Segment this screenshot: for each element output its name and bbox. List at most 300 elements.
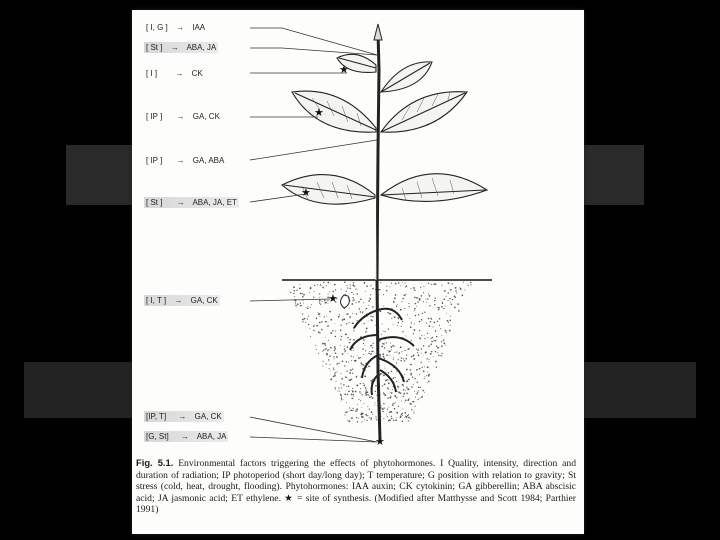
soil-dot [448,292,449,293]
soil-dot [381,405,382,406]
soil-dot [357,320,358,321]
soil-dot [380,289,381,290]
soil-dot [310,307,311,308]
soil-dot [318,331,320,333]
soil-dot [435,284,437,286]
soil-dot [357,385,358,386]
soil-dot [402,331,403,332]
soil-dot [316,317,317,318]
soil-dot [427,337,428,338]
soil-dot [402,408,403,409]
soil-dot [377,419,378,420]
soil-dot [427,333,428,334]
soil-dot [387,379,388,380]
soil-dot [309,292,310,293]
soil-dot [299,288,301,290]
soil-dot [323,361,324,362]
soil-dot [365,395,366,396]
soil-dot [406,393,408,395]
soil-dot [424,392,425,393]
soil-dot [357,404,358,405]
soil-dot [300,305,302,307]
soil-dot [389,355,390,356]
soil-dot [305,322,306,323]
soil-dot [351,350,352,351]
soil-dot [341,289,342,290]
soil-dot [417,369,418,370]
soil-dot [383,411,384,412]
soil-dot [384,331,385,332]
soil-dot [418,387,420,389]
soil-dot [319,300,321,302]
soil-dot [434,340,435,341]
soil-dot [436,367,437,368]
soil-dot [419,330,420,331]
soil-dot [441,355,442,356]
soil-dot [435,351,436,352]
factor-label-row [146,22,205,33]
soil-dot [387,416,388,417]
soil-dot [304,318,306,320]
soil-dot [410,369,411,370]
soil-dot [355,289,356,290]
soil-dot [413,384,414,385]
soil-dot [341,387,342,388]
soil-dot [398,406,399,407]
soil-dot [393,403,394,404]
soil-dot [401,357,402,358]
soil-dot [391,283,392,284]
soil-dot [366,390,367,391]
soil-dot [322,351,323,352]
soil-stipple [290,281,472,422]
soil-dot [410,288,411,289]
soil-dot [318,314,319,315]
soil-dot [327,282,329,284]
soil-dot [365,350,366,351]
soil-dot [435,361,437,363]
soil-dot [350,410,351,411]
soil-dot [421,397,422,398]
soil-dot [419,374,420,375]
soil-dot [391,371,392,372]
soil-dot [389,419,390,420]
soil-dot [435,330,437,332]
soil-dot [401,326,402,327]
soil-dot [302,321,303,322]
soil-dot [398,392,400,394]
soil-dot [396,417,397,418]
soil-dot [363,364,365,366]
factor-code: [G, St] [146,432,169,441]
soil-dot [383,375,385,377]
soil-dot [369,366,370,367]
soil-dot [356,302,357,303]
soil-dot [435,297,436,298]
soil-dot [426,299,427,300]
soil-dot [351,303,353,305]
soil-dot [383,343,385,345]
factor-label-row [144,295,220,306]
soil-dot [414,308,416,310]
soil-dot [441,353,442,354]
soil-dot [344,365,345,366]
soil-dot [358,301,360,303]
soil-dot [349,372,351,374]
soil-dot [403,358,404,359]
soil-dot [428,293,429,294]
soil-dot [341,401,342,402]
soil-dot [425,352,427,354]
stem [377,32,380,440]
soil-dot [353,350,354,351]
soil-dot [359,391,360,392]
soil-dot [346,291,347,292]
soil-dot [362,311,363,312]
soil-dot [334,358,335,359]
soil-dot [302,313,303,314]
soil-dot [394,408,396,410]
soil-dot [417,382,418,383]
soil-dot [340,373,341,374]
arrow-icon: → [176,23,185,32]
soil-dot [406,386,407,387]
soil-dot [296,307,297,308]
soil-dot [395,419,397,421]
soil-dot [351,360,352,361]
soil-dot [391,349,392,350]
soil-dot [389,397,391,399]
soil-dot [371,396,372,397]
soil-dot [336,363,338,365]
soil-dot [430,318,431,319]
soil-dot [420,338,422,340]
soil-dot [323,282,324,283]
soil-dot [445,345,446,346]
soil-dot [388,328,389,329]
soil-dot [459,287,460,288]
soil-dot [414,297,416,299]
soil-dot [383,306,384,307]
soil-dot [329,355,331,357]
soil-dot [443,342,445,344]
soil-dot [293,286,295,288]
soil-dot [386,414,387,415]
soil-dot [319,303,320,304]
soil-dot [438,307,440,309]
soil-dot [404,412,406,414]
soil-dot [365,291,366,292]
arrow-icon: → [180,432,189,441]
soil-dot [441,341,442,342]
soil-dot [325,321,327,323]
soil-dot [366,420,367,421]
soil-dot [344,346,345,347]
soil-dot [470,282,471,283]
soil-dot [405,416,407,418]
soil-dot [338,363,339,364]
soil-dot [398,322,399,323]
soil-dot [431,341,432,342]
soil-dot [382,353,384,355]
factor-label-row [146,155,224,166]
soil-dot [427,298,428,299]
soil-dot [408,379,410,381]
soil-dot [365,388,366,389]
soil-dot [389,313,391,315]
soil-dot [398,282,399,283]
soil-dot [333,368,334,369]
soil-dot [405,358,407,360]
soil-dot [395,283,397,285]
soil-dot [294,296,295,297]
soil-dot [383,392,384,393]
soil-dot [340,345,341,346]
soil-dot [392,345,394,347]
soil-dot [335,289,336,290]
soil-dot [397,351,398,352]
soil-dot [408,417,410,419]
soil-dot [344,393,346,395]
soil-dot [456,293,457,294]
soil-dot [423,292,424,293]
soil-dot [413,354,414,355]
soil-dot [347,287,348,288]
soil-dot [360,400,361,401]
soil-dot [420,387,421,388]
soil-dot [387,350,388,351]
soil-dot [410,374,412,376]
soil-dot [320,284,321,285]
soil-dot [404,308,405,309]
soil-dot [335,323,336,324]
soil-dot [319,293,320,294]
factor-code: [IP, T] [146,412,167,421]
soil-dot [404,374,405,375]
soil-dot [394,298,396,300]
soil-dot [363,339,365,341]
soil-dot [316,349,317,350]
soil-dot [342,360,344,362]
soil-dot [360,311,361,312]
soil-dot [337,371,338,372]
soil-dot [351,394,353,396]
soil-dot [352,388,353,389]
leaves [282,54,487,204]
hormone-names: IAA [192,23,206,32]
soil-dot [401,413,403,415]
soil-dot [336,356,338,358]
soil-dot [319,302,320,303]
soil-dot [340,394,341,395]
soil-dot [372,414,373,415]
soil-dot [428,361,429,362]
soil-dot [330,347,332,349]
soil-dot [445,330,447,332]
arrow-icon: → [174,296,183,305]
soil-dot [338,316,340,318]
soil-dot [373,343,374,344]
soil-dot [350,284,351,285]
soil-dot [434,283,435,284]
soil-dot [369,397,371,399]
arrow-icon: → [176,112,185,121]
soil-dot [338,387,339,388]
soil-dot [383,356,385,358]
soil-dot [391,392,393,394]
soil-dot [362,348,363,349]
soil-dot [362,394,363,395]
soil-dot [417,301,418,302]
soil-dot [400,392,402,394]
soil-dot [379,354,381,356]
soil-dot [375,402,376,403]
soil-dot [401,351,402,352]
soil-dot [384,368,385,369]
soil-dot [428,374,430,376]
soil-dot [349,308,350,309]
soil-dot [343,400,344,401]
soil-dot [352,285,354,287]
soil-dot [404,350,405,351]
soil-dot [408,303,409,304]
soil-dot [450,289,451,290]
soil-dot [314,291,315,292]
soil-dot [430,321,432,323]
soil-dot [343,384,345,386]
soil-dot [313,325,315,327]
factor-code: [ IP ] [146,112,163,121]
soil-dot [342,353,344,355]
soil-dot [352,408,353,409]
soil-dot [413,287,415,289]
soil-dot [314,285,315,286]
soil-dot [383,403,384,404]
soil-dot [384,358,385,359]
soil-dot [405,400,407,402]
soil-dot [433,356,434,357]
soil-dot [320,304,321,305]
soil-dot [402,415,403,416]
soil-dot [383,330,384,331]
soil-dot [441,306,442,307]
soil-dot [327,350,328,351]
soil-dot [321,329,322,330]
soil-dot [335,388,336,389]
soil-dot [353,396,354,397]
soil-dot [359,358,360,359]
soil-dot [328,340,329,341]
soil-dot [350,288,351,289]
soil-dot [371,417,372,418]
soil-dot [400,309,402,311]
soil-dot [418,314,419,315]
soil-dot [390,343,391,344]
soil-dot [424,338,425,339]
soil-dot [365,370,366,371]
soil-dot [370,354,371,355]
soil-dot [324,316,325,317]
soil-dot [368,305,369,306]
hormone-names: ABA, JA [186,43,217,52]
soil-dot [392,404,394,406]
soil-dot [367,406,368,407]
soil-dot [426,302,427,303]
plant-illustration [132,10,584,534]
soil-dot [450,316,451,317]
soil-dot [392,389,393,390]
soil-dot [353,356,354,357]
factor-label-row [144,431,228,442]
soil-dot [371,319,372,320]
soil-dot [356,417,357,418]
soil-dot [423,345,424,346]
soil-dot [346,402,347,403]
soil-dot [449,298,450,299]
soil-dot [362,413,364,415]
soil-dot [441,345,443,347]
soil-dot [406,354,407,355]
soil-dot [406,381,407,382]
soil-dot [386,354,388,356]
soil-dot [448,322,449,323]
soil-dot [432,337,434,339]
soil-dot [347,353,348,354]
soil-dot [353,339,355,341]
soil-dot [415,303,417,305]
soil-dot [400,285,401,286]
soil-dot [296,290,297,291]
soil-dot [421,296,422,297]
soil-dot [428,318,430,320]
soil-dot [417,392,418,393]
soil-dot [318,353,319,354]
soil-dot [340,395,342,397]
soil-dot [414,310,415,311]
soil-dot [425,376,426,377]
soil-dot [340,383,341,384]
soil-dot [464,289,465,290]
soil-dot [372,288,374,290]
soil-dot [363,383,364,384]
soil-dot [406,369,408,371]
soil-dot [437,321,438,322]
soil-dot [361,407,362,408]
soil-dot [344,348,346,350]
soil-dot [415,397,416,398]
soil-dot [306,307,307,308]
soil-dot [302,296,304,298]
factor-code: [ St ] [146,43,163,52]
soil-dot [361,414,362,415]
soil-dot [358,418,359,419]
soil-dot [443,339,445,341]
soil-dot [357,293,358,294]
soil-dot [442,353,443,354]
soil-dot [295,305,297,307]
soil-dot [426,375,427,376]
soil-dot [443,308,444,309]
soil-dot [375,391,376,392]
soil-dot [413,410,414,411]
soil-dot [391,411,393,413]
soil-dot [423,370,425,372]
soil-dot [396,397,397,398]
soil-dot [398,359,399,360]
soil-dot [353,398,354,399]
soil-dot [413,412,414,413]
soil-dot [328,349,329,350]
